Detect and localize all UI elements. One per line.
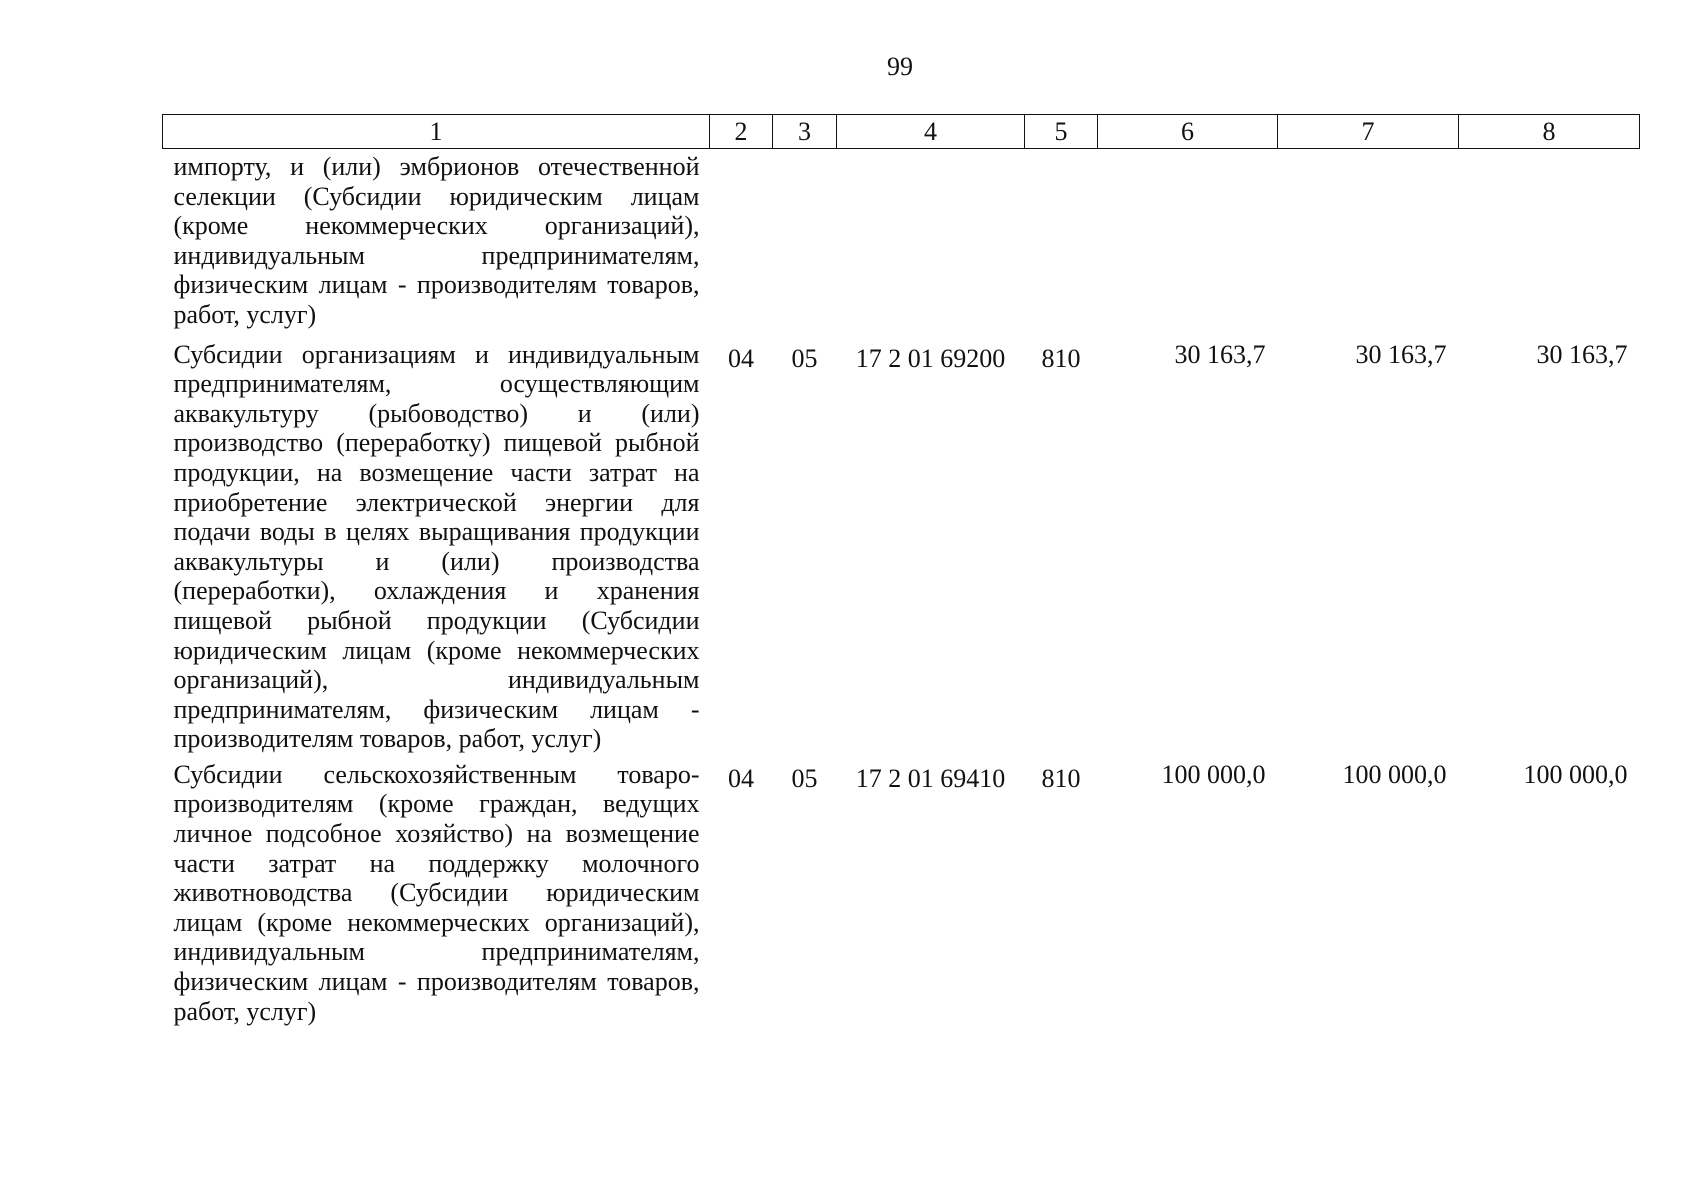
amount-col-8: 30 163,7 xyxy=(1536,339,1628,369)
section-code: 04 xyxy=(728,343,754,373)
amount-col-6: 30 163,7 xyxy=(1174,339,1266,369)
subsection-code: 05 xyxy=(791,763,818,793)
subsection-code: 05 xyxy=(791,343,818,373)
expense-type-code xyxy=(1025,149,1098,340)
column-header-8: 8 xyxy=(1459,115,1640,149)
column-header-1: 1 xyxy=(163,115,710,149)
amount-col-7: 30 163,7 xyxy=(1355,339,1447,369)
column-header-6: 6 xyxy=(1098,115,1278,149)
expense-type-code: 810 xyxy=(1041,763,1081,793)
table-body xyxy=(163,149,1640,1033)
amount-col-7: 100 000,0 xyxy=(1342,759,1447,789)
amount-col-7 xyxy=(1278,149,1459,340)
column-header-3: 3 xyxy=(773,115,837,149)
row-description: импорту, и (или) эмбрионов отечественной селекции (Субсидии юридическим лицам (кроме некоммерческих организаций), индивидуальным предпринимателям, физическим лицам - производителям товаров, работ, услуг) xyxy=(173,152,700,329)
page-number: 99 xyxy=(887,52,913,81)
target-article-code: 17 2 01 69200 xyxy=(855,343,1006,373)
column-header-4: 4 xyxy=(837,115,1025,149)
subsection-code xyxy=(773,149,837,340)
column-header-2: 2 xyxy=(710,115,773,149)
table-header xyxy=(163,115,1640,149)
amount-col-6: 100 000,0 xyxy=(1161,759,1266,789)
table-row xyxy=(163,760,1640,1032)
header-row xyxy=(163,115,1640,149)
section-code xyxy=(710,149,773,340)
column-header-5: 5 xyxy=(1025,115,1098,149)
column-header-7: 7 xyxy=(1278,115,1459,149)
amount-col-8: 100 000,0 xyxy=(1523,759,1628,789)
table-row xyxy=(163,340,1640,760)
expense-type-code: 810 xyxy=(1041,343,1081,373)
row-description: Субсидии сельскохозяйственным товаропроизводителям (кроме граждан, ведущих личное подсобное хозяйство) на возмещение части затрат на поддержку молочного животноводства (Субсидии юридическим лицам (кроме некоммерческих организаций), индивидуальным предпринимателям, физическим лицам - производителям товаров, работ, услуг) xyxy=(173,759,700,1026)
target-article-code: 17 2 01 69410 xyxy=(855,763,1006,793)
target-article-code xyxy=(837,149,1025,340)
section-code: 04 xyxy=(728,763,754,793)
amount-col-8 xyxy=(1459,149,1640,340)
budget-table xyxy=(162,114,1640,1032)
table-row xyxy=(163,149,1640,340)
amount-col-6 xyxy=(1098,149,1278,340)
row-description: Субсидии организациям и индивидуальным предпринимателям, осуществляющим аквакультуру (рыбоводство) и (или) производство (переработку) пищевой рыбной продукции, на возмещение части затрат на приобретение электрической энергии для подачи воды в целях выращивания продукции аквакультуры и (или) производства (переработки), охлаждения и хранения пищевой рыбной продукции (Субсидии юридическим лицам (кроме некоммерческих организаций), индивидуальным предпринимателям, физическим лицам - производителям товаров, работ, услуг) xyxy=(173,339,700,754)
